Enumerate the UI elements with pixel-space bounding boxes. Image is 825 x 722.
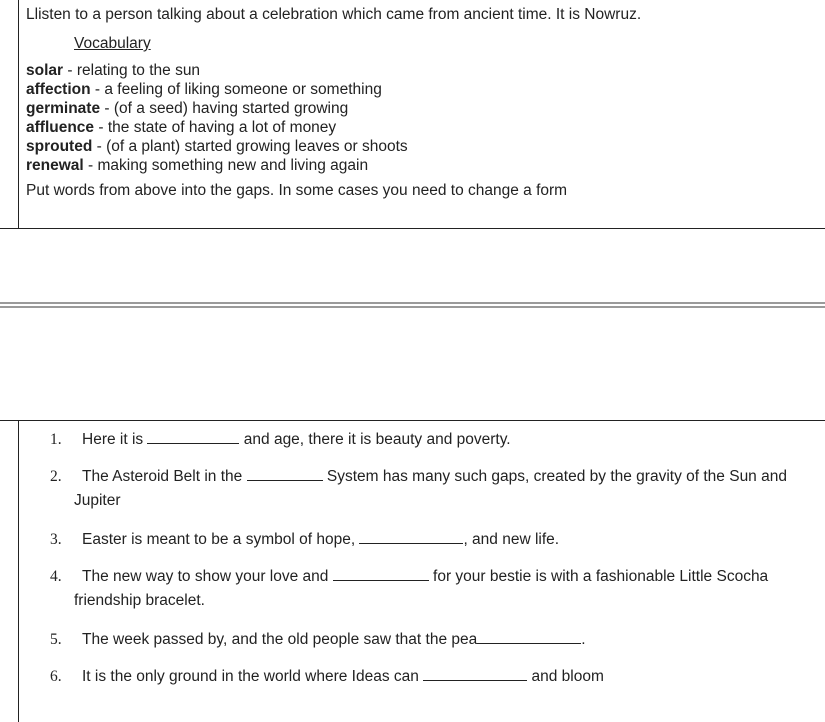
vocabulary-definition: - relating to the sun xyxy=(63,62,201,79)
exercise-item xyxy=(0,528,825,552)
vocabulary-item xyxy=(26,156,816,175)
vocabulary-term: affection xyxy=(26,81,91,98)
instructions-section xyxy=(26,5,816,201)
exercise-text-before: Here it is xyxy=(82,431,148,448)
vocabulary-item xyxy=(26,61,816,80)
exercise-number: 4. xyxy=(50,568,62,585)
exercise-item xyxy=(0,565,825,613)
exercise-item xyxy=(0,465,825,513)
exercise-list xyxy=(0,428,825,689)
gap-fill-instruction: Put words from above into the gaps. In some cases you need to change a form xyxy=(26,182,568,199)
vocabulary-term: germinate xyxy=(26,100,101,117)
left-border-top xyxy=(18,0,19,229)
vocabulary-term: affluence xyxy=(26,119,95,136)
vocabulary-definition: - (of a plant) started growing leaves or shoots xyxy=(92,138,408,155)
exercise-number: 5. xyxy=(50,631,62,648)
vocabulary-term: sprouted xyxy=(26,138,93,155)
answer-blank[interactable] xyxy=(477,629,581,644)
vocabulary-term: renewal xyxy=(26,157,84,174)
section-divider-bottom xyxy=(0,420,825,421)
intro-text: Llisten to a person talking about a celebration which came from ancient time. It is Nowruz. xyxy=(26,6,642,23)
answer-blank[interactable] xyxy=(423,666,527,681)
exercise-text-after: and age, there it is beauty and poverty. xyxy=(239,431,511,448)
exercise-item xyxy=(0,628,825,652)
answer-blank[interactable] xyxy=(247,466,323,481)
exercise-text-after: , and new life. xyxy=(463,531,560,548)
exercise-text-after: for your bestie is with a fashionable Little Scocha friendship bracelet. xyxy=(74,568,769,609)
vocabulary-title: Vocabulary xyxy=(74,35,151,52)
answer-blank[interactable] xyxy=(147,429,239,444)
exercise-text-before: The new way to show your love and xyxy=(82,568,333,585)
section-divider-top xyxy=(0,228,825,229)
exercise-text-after: . xyxy=(581,631,586,648)
answer-blank[interactable] xyxy=(359,529,463,544)
vocabulary-definition: - a feeling of liking someone or something xyxy=(90,81,382,98)
vocabulary-term: solar xyxy=(26,62,64,79)
exercise-text-after: and bloom xyxy=(527,668,604,685)
vocabulary-item xyxy=(26,137,816,156)
vocabulary-item xyxy=(26,80,816,99)
exercise-number: 1. xyxy=(50,431,62,448)
double-divider-lower xyxy=(0,306,825,308)
vocabulary-definition: - making something new and living again xyxy=(83,157,369,174)
exercise-text-before: It is the only ground in the world where Ideas can xyxy=(82,668,424,685)
exercise-number: 2. xyxy=(50,468,62,485)
exercise-text-before: The Asteroid Belt in the xyxy=(82,468,247,485)
exercise-number: 3. xyxy=(50,531,62,548)
answer-blank[interactable] xyxy=(333,566,429,581)
exercise-text-before: The week passed by, and the old people saw that the pea xyxy=(82,631,478,648)
exercise-item xyxy=(0,665,825,689)
exercise-text-after: System has many such gaps, created by the gravity of the Sun and Jupiter xyxy=(74,468,787,509)
vocabulary-item xyxy=(26,99,816,118)
exercise-text-before: Easter is meant to be a symbol of hope, xyxy=(82,531,360,548)
vocabulary-item xyxy=(26,118,816,137)
vocabulary-list xyxy=(26,61,816,175)
exercise-number: 6. xyxy=(50,668,62,685)
vocabulary-definition: - the state of having a lot of money xyxy=(94,119,337,136)
vocabulary-definition: - (of a seed) having started growing xyxy=(100,100,349,117)
double-divider-upper xyxy=(0,302,825,304)
exercise-item xyxy=(0,428,825,452)
